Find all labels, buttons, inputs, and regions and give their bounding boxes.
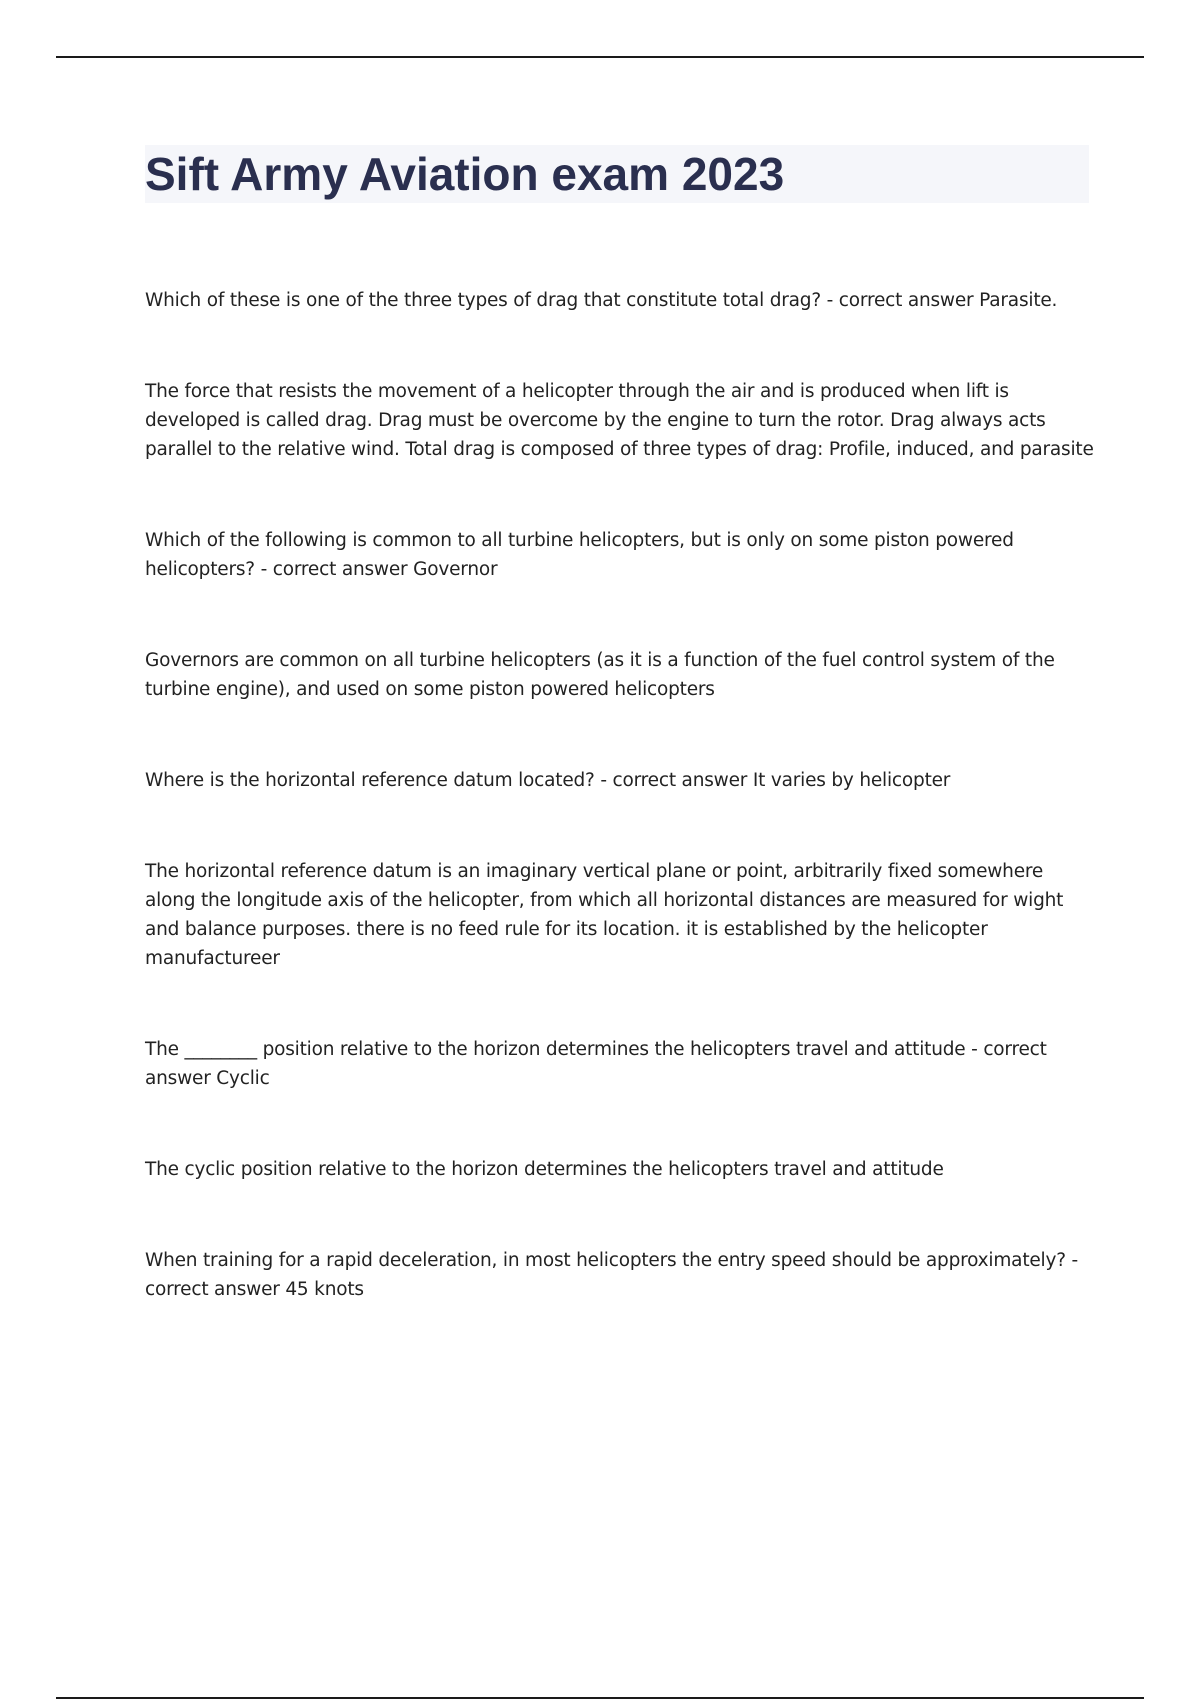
explanation-paragraph: The horizontal reference datum is an imaginary vertical plane or point, arbitrarily fixed somewhere along the longitude axis of the helicopter, from which all horizontal distances are measured for wight and balance purposes. there is no feed rule for its location. it is established by the helicopter manufactureer bbox=[145, 861, 1064, 969]
question-paragraph: Which of these is one of the three types of drag that constitute total drag? - correct answer Parasite. bbox=[145, 290, 1058, 311]
document-title: Sift Army Aviation exam 2023 bbox=[145, 148, 785, 200]
question-paragraph: The ________ position relative to the horizon determines the helicopters travel and attitude - correct answer Cyclic bbox=[145, 1039, 1047, 1089]
top-rule bbox=[56, 56, 1144, 58]
question-paragraph: Which of the following is common to all turbine helicopters, but is only on some piston powered helicopters? - correct answer Governor bbox=[145, 530, 1014, 580]
question-paragraph: Where is the horizontal reference datum located? - correct answer It varies by helicopter bbox=[145, 770, 951, 791]
question-paragraph: When training for a rapid deceleration, in most helicopters the entry speed should be approximately? - correct answer 45 knots bbox=[145, 1250, 1079, 1300]
explanation-paragraph: The force that resists the movement of a helicopter through the air and is produced when lift is developed is called drag. Drag must be overcome by the engine to turn the rotor. Drag always acts parallel to the relative wind. Total drag is composed of three types of drag: Profile, induced, and parasite bbox=[145, 381, 1094, 460]
explanation-paragraph: The cyclic position relative to the horizon determines the helicopters travel and attitude bbox=[145, 1159, 944, 1180]
bottom-rule bbox=[56, 1697, 1144, 1699]
explanation-paragraph: Governors are common on all turbine helicopters (as it is a function of the fuel control system of the turbine engine), and used on some piston powered helicopters bbox=[145, 650, 1055, 700]
document-body bbox=[145, 286, 1095, 1304]
